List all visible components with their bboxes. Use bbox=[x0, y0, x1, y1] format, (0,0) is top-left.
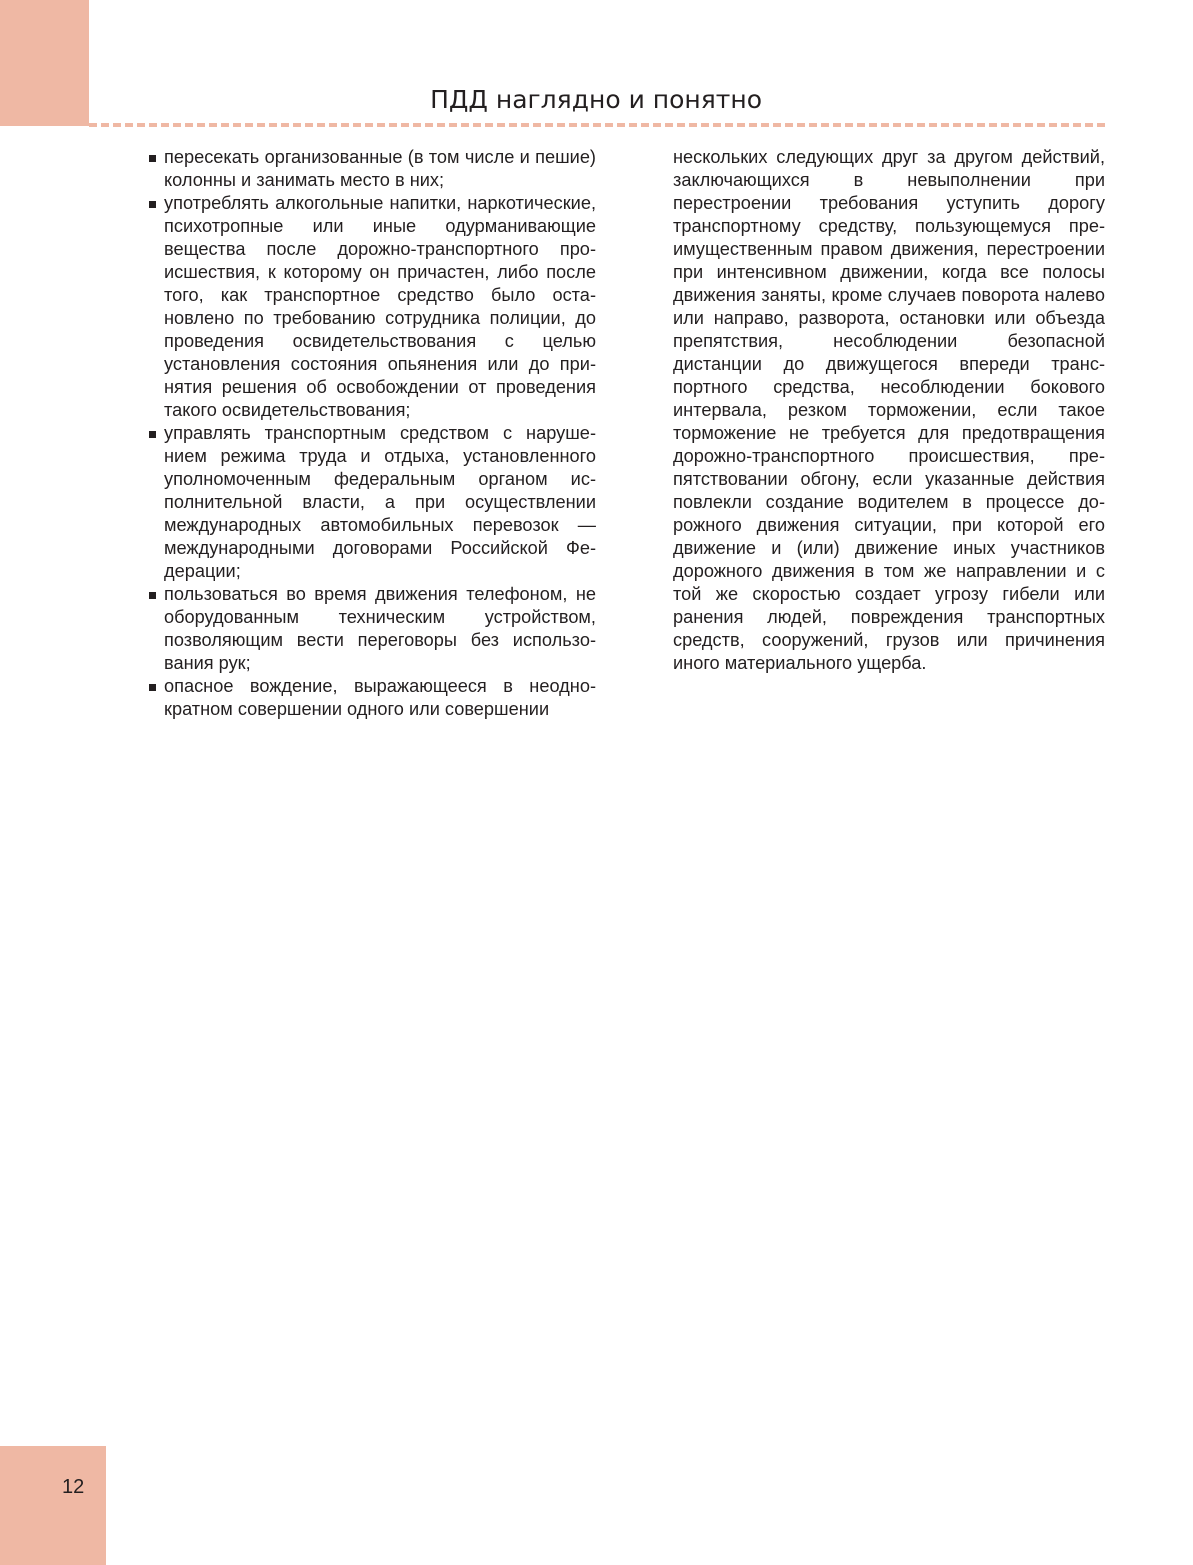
right-column bbox=[673, 146, 1105, 675]
list-item bbox=[164, 583, 596, 675]
list-item bbox=[164, 192, 596, 422]
page-number: 12 bbox=[62, 1476, 85, 1498]
list-item bbox=[164, 422, 596, 583]
list-item bbox=[164, 146, 596, 192]
bullet-square-icon bbox=[149, 155, 156, 162]
list-item-text: управлять транспортным средством с нарушением режима труда и отдыха, установленного уполномоченным федеральным органом исполнительной власти, а при осуществлении международных автомобильных перевозок — международными договорами Российской Федерации; bbox=[164, 423, 596, 581]
dashed-divider bbox=[89, 123, 1105, 127]
corner-color-tab bbox=[0, 0, 89, 126]
page-number-tab bbox=[0, 1446, 106, 1565]
list-item-text: употреблять алкогольные напитки, наркотические, психотропные или иные одурманивающие вещества после дорожно-транспортного происшествия, к которому он причастен, либо после того, как транспортное средство было остановлено по требованию сотрудника полиции, до проведения освидетельствования с целью установления состояния опьянения или до принятия решения об освобождении от проведения такого освидетельствования; bbox=[164, 193, 596, 420]
left-column bbox=[164, 146, 596, 721]
bullet-list bbox=[164, 146, 596, 721]
continued-paragraph: нескольких следующих друг за другом действий, заключающихся в невыполнении при перестроении требования уступить дорогу транспортному средству, пользующемуся преимущественным правом движения, перестроении при интенсивном движении, когда все полосы движения заняты, кроме случаев поворота налево или направо, разворота, остановки или объезда препятствия, несоблюдении безопасной дистанции до движущегося впереди транспортного средства, несоблюдении бокового интервала, резком торможении, если такое торможение не требуется для предотвращения дорожно-транспортного происшествия, препятствовании обгону, если указанные действия повлекли создание водителем в процессе дорожного движения ситуации, при которой его движение и (или) движение иных участников дорожного движения в том же направлении и с той же скоростью создает угрозу гибели или ранения людей, повреждения транспортных средств, сооружений, грузов или причинения иного материального ущерба. bbox=[673, 147, 1105, 673]
bullet-square-icon bbox=[149, 684, 156, 691]
bullet-square-icon bbox=[149, 592, 156, 599]
bullet-square-icon bbox=[149, 201, 156, 208]
running-title: ПДД наглядно и понятно bbox=[430, 85, 762, 114]
list-item-text: пересекать организованные (в том числе и пешие) колонны и занимать место в них; bbox=[164, 147, 596, 190]
list-item-text: пользоваться во время движения телефоном, не оборудованным техническим устройством, позволяющим вести переговоры без использования рук; bbox=[164, 584, 596, 673]
bullet-square-icon bbox=[149, 431, 156, 438]
list-item bbox=[164, 675, 596, 721]
list-item-text: опасное вождение, выражающееся в неоднократном совершении одного или совершении bbox=[164, 676, 596, 719]
